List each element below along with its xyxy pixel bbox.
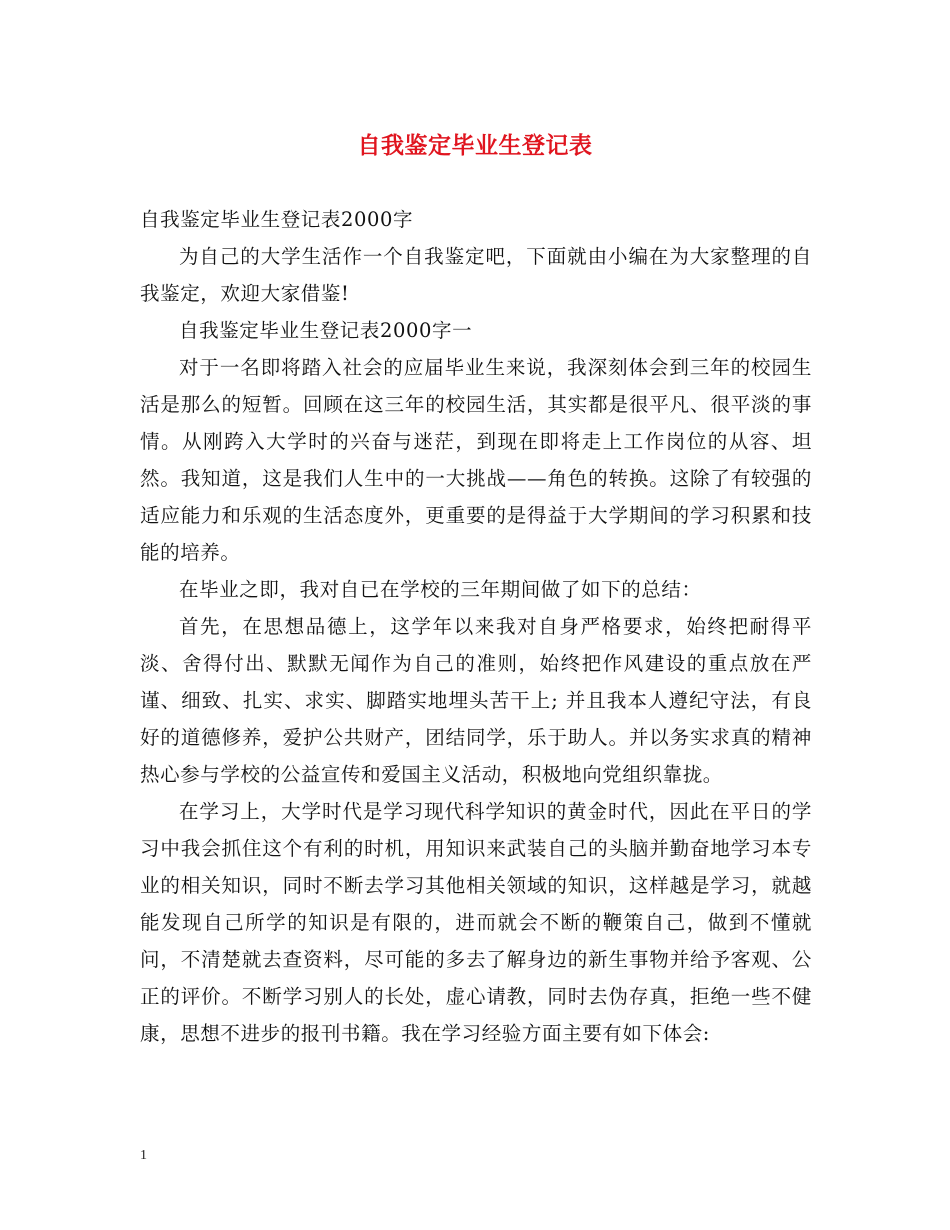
paragraph: 对于一名即将踏入社会的应届毕业生来说，我深刻体会到三年的校园生活是那么的短暂。回顾在这三年的校园生活，其实都是很平凡、很平淡的事情。从刚跨入大学时的兴奋与迷茫，到现在即将走上工作岗位的从容、坦然。我知道，这是我们人生中的一大挑战——角色的转换。这除了有较强的适应能力和乐观的生活态度外，更重要的是得益于大学期间的学习积累和技能的培养。 bbox=[140, 356, 812, 564]
paragraph: 自我鉴定毕业生登记表2000字 bbox=[140, 208, 414, 231]
paragraph: 在学习上，大学时代是学习现代科学知识的黄金时代，因此在平日的学习中我会抓住这个有利的时机，用知识来武装自己的头脑并勤奋地学习本专业的相关知识，同时不断去学习其他相关领域的知识，这样越是学习，就越能发现自己所学的知识是有限的，进而就会不断的鞭策自己，做到不懂就问，不清楚就去查资料，尽可能的多去了解身边的新生事物并给予客观、公正的评价。不断学习别人的长处，虚心请教，同时去伪存真，拒绝一些不健康，思想不进步的报刊书籍。我在学习经验方面主要有如下体会: bbox=[140, 800, 812, 1045]
page-number: 1 bbox=[140, 1148, 147, 1163]
paragraph: 自我鉴定毕业生登记表2000字一 bbox=[179, 319, 473, 342]
paragraph: 首先，在思想品德上，这学年以来我对自身严格要求，始终把耐得平淡、舍得付出、默默无闻作为自己的准则，始终把作风建设的重点放在严谨、细致、扎实、求实、脚踏实地埋头苦干上; 并且我本人遵纪守法，有良好的道德修养，爱护公共财产，团结同学，乐于助人。并以务实求真的精神热心参与学校的公益宣传和爱国主义活动，积极地向党组织靠拢。 bbox=[140, 615, 812, 786]
document-title: 自我鉴定毕业生登记表 bbox=[357, 132, 593, 159]
document-body bbox=[140, 201, 812, 1052]
paragraph: 在毕业之即，我对自已在学校的三年期间做了如下的总结： bbox=[179, 578, 702, 601]
paragraph: 为自己的大学生活作一个自我鉴定吧，下面就由小编在为大家整理的自我鉴定，欢迎大家借鉴! bbox=[140, 245, 812, 305]
